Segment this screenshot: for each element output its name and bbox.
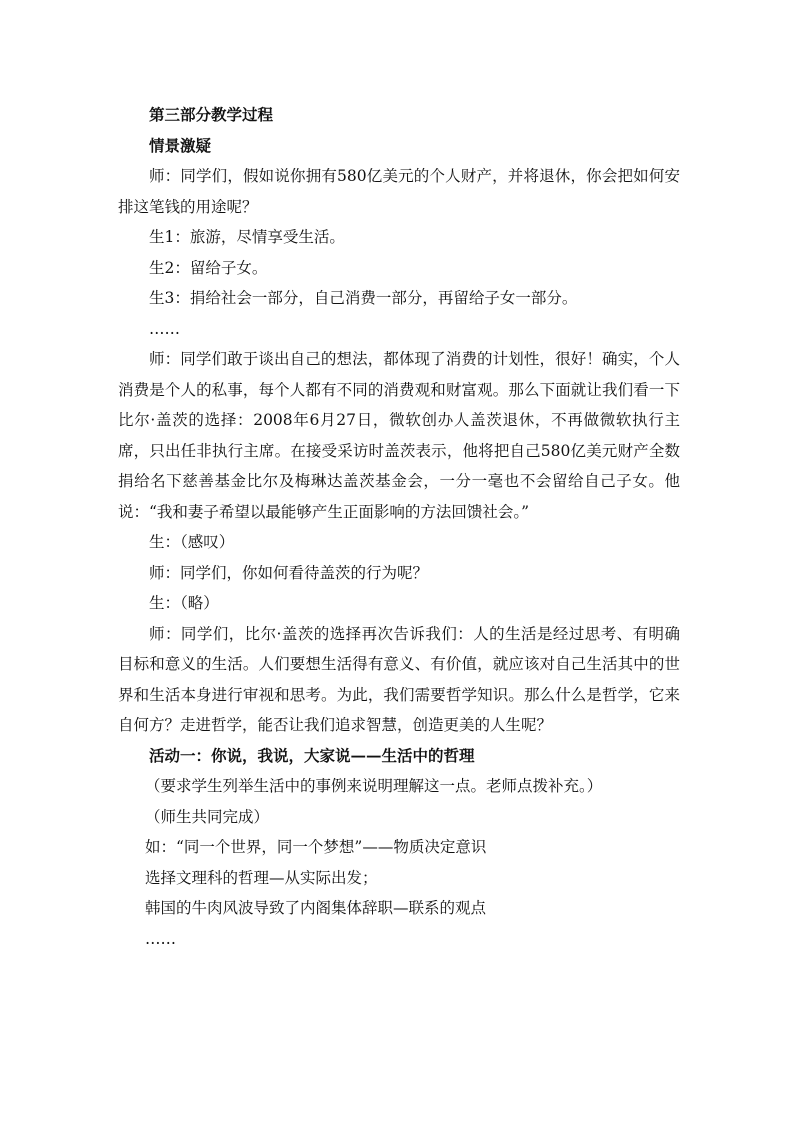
paragraph-teacher-philosophy: 师：同学们，比尔·盖茨的选择再次告诉我们：人的生活是经过思考、有明确目标和意义的生活。人们要想生活得有意义、有价值，就应该对自己生活其中的世界和生活本身进行审视和思考。为此，我们需要哲学知识。那么什么是哲学，它来自何方？走进哲学，能否让我们追求智慧，创造更美的人生呢？ — [118, 624, 680, 734]
example-line-3: 韩国的牛肉风波导致了内阁集体辞职—联系的观点 — [145, 899, 487, 917]
paragraph-teacher-question: 师：同学们，假如说你拥有580亿美元的个人财产，并将退休，你会把如何安排这笔钱的用途呢？ — [118, 167, 680, 216]
paragraph-student-1: 生1：旅游，尽情享受生活。 — [149, 228, 345, 246]
paragraph-ellipsis-2: …… — [145, 929, 176, 948]
document-body — [118, 100, 680, 954]
paragraph-ellipsis-1: …… — [149, 319, 180, 338]
subsection-title: 情景激疑 — [149, 135, 212, 155]
paragraph-teacher-gates-story: 师：同学们敢于谈出自己的想法，都体现了消费的计划性，很好！确实，个人消费是个人的私事，每个人都有不同的消费观和财富观。那么下面就让我们看一下比尔·盖茨的选择：2008年6月27日，微软创办人盖茨退休，不再做微软执行主席，只出任非执行主席。在接受采访时盖茨表示，他将把自己580亿美元财产全数捐给名下慈善基金比尔及梅琳达盖茨基金会，一分一毫也不会留给自己子女。他说：“我和妻子希望以最能够产生正面影响的方法回馈社会。” — [118, 350, 680, 521]
paragraph-student-3: 生3：捐给社会一部分，自己消费一部分，再留给子女一部分。 — [149, 289, 578, 307]
paragraph-student-sigh: 生：（感叹） — [149, 533, 235, 551]
paragraph-teacher-followup: 师：同学们，你如何看待盖茨的行为呢？ — [149, 563, 429, 582]
example-line-2: 选择文理科的哲理—从实际出发； — [145, 868, 378, 887]
activity-one-heading: 活动一：你说，我说，大家说——生活中的哲理 — [149, 745, 475, 765]
activity-completion-note: （师生共同完成） — [145, 807, 270, 826]
section-title: 第三部分教学过程 — [149, 105, 274, 124]
paragraph-student-omitted: 生：（略） — [149, 594, 219, 612]
example-line-1: 如：“同一个世界，同一个梦想”——物质决定意识 — [145, 838, 487, 856]
activity-requirement: （要求学生列举生活中的事例来说明理解这一点。老师点拨补充。） — [145, 777, 603, 795]
paragraph-student-2: 生2：留给子女。 — [149, 258, 268, 277]
